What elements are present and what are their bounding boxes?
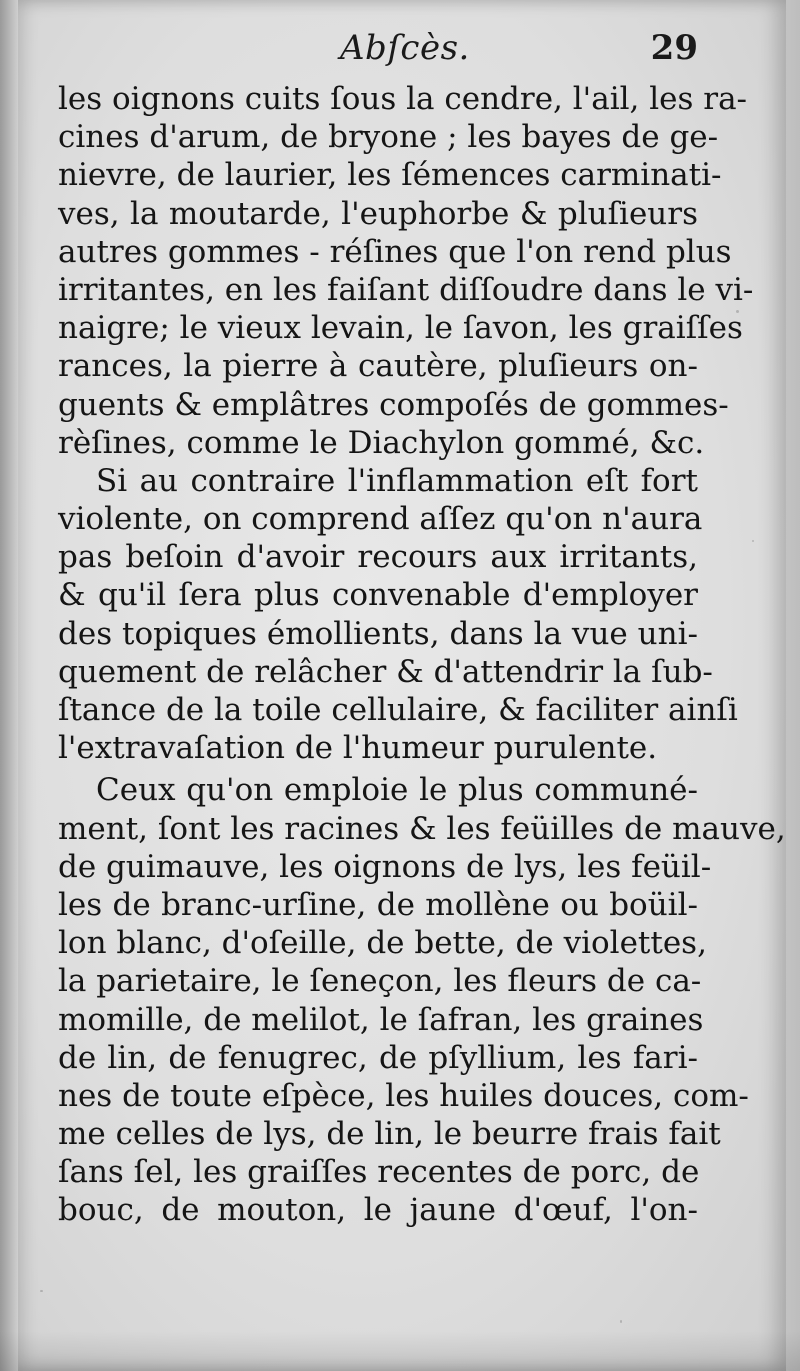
- text-line: naigre; le vieux levain, le ſavon, les graiſſes: [58, 310, 743, 347]
- text-line: ſans ſel, les graiſſes recentes de porc, de: [58, 1154, 700, 1191]
- text-line: rances, la pierre à cautère, pluſieurs on-: [58, 348, 698, 385]
- page-number: 29: [650, 28, 698, 68]
- text-line: de lin, de fenugrec, de pſyllium, les fari-: [58, 1039, 698, 1076]
- paper-speck: [752, 540, 754, 542]
- text-line: Ceux qu'on emploie le plus communé-: [96, 772, 698, 809]
- running-head-title: Abſcès.: [340, 28, 470, 68]
- text-line: la parietaire, le ſeneçon, les fleurs de ca-: [58, 963, 702, 1000]
- text-line: bouc, de mouton, le jaune d'œuf, l'on-: [58, 1192, 698, 1229]
- text-line: cines d'arum, de bryone ; les bayes de ge-: [58, 119, 719, 156]
- text-line: ment, ſont les racines & les feüilles de mauve,: [58, 810, 786, 847]
- text-line: violente, on comprend aſſez qu'on n'aura: [58, 501, 703, 538]
- paper-speck: [620, 1320, 622, 1323]
- text-line: ves, la moutarde, l'euphorbe & pluſieurs: [58, 195, 698, 232]
- body-text: [58, 80, 786, 1230]
- text-line: ſtance de la toile cellulaire, & faciliter ainſi: [58, 692, 738, 728]
- text-line: Si au contraire l'inflammation eſt fort: [96, 462, 698, 499]
- text-line: quement de relâcher & d'attendrir la ſub-: [58, 653, 713, 690]
- text-line: nievre, de laurier, les ſémences carminati-: [58, 157, 722, 194]
- text-line: les oignons cuits ſous la cendre, l'ail, les ra-: [58, 81, 748, 117]
- text-line: & qu'il ſera plus convenable d'employer: [58, 577, 698, 614]
- text-line: me celles de lys, de lin, le beurre frais fait: [58, 1116, 721, 1153]
- running-header: [58, 22, 698, 74]
- text-line: des topiques émollients, dans la vue uni-: [58, 615, 698, 652]
- text-line: guents & emplâtres compoſés de gommes-: [58, 386, 729, 423]
- text-line: momille, de melilot, le ſafran, les graines: [58, 1001, 704, 1038]
- text-line: irritantes, en les faiſant diſſoudre dans le vi-: [58, 271, 754, 308]
- text-line: pas beſoin d'avoir recours aux irritants,: [58, 539, 698, 576]
- text-line: autres gommes - réſines que l'on rend plus: [58, 233, 732, 270]
- text-line: rèſines, comme le Diachylon gommé, &c.: [58, 424, 705, 461]
- text-line: les de branc-urſine, de mollène ou boüil-: [58, 886, 698, 923]
- text-line: l'extravaſation de l'humeur purulente.: [58, 730, 658, 767]
- paper-speck: [40, 1290, 43, 1292]
- text-line: nes de toute eſpèce, les huiles douces, com-: [58, 1077, 749, 1114]
- page-bottom-shadow: [0, 1331, 800, 1371]
- text-line: de guimauve, les oignons de lys, les feüil-: [58, 848, 712, 885]
- paper-speck: [736, 310, 739, 313]
- book-gutter-edge: [0, 0, 18, 1371]
- text-line: lon blanc, d'oſeille, de bette, de violettes,: [58, 925, 707, 962]
